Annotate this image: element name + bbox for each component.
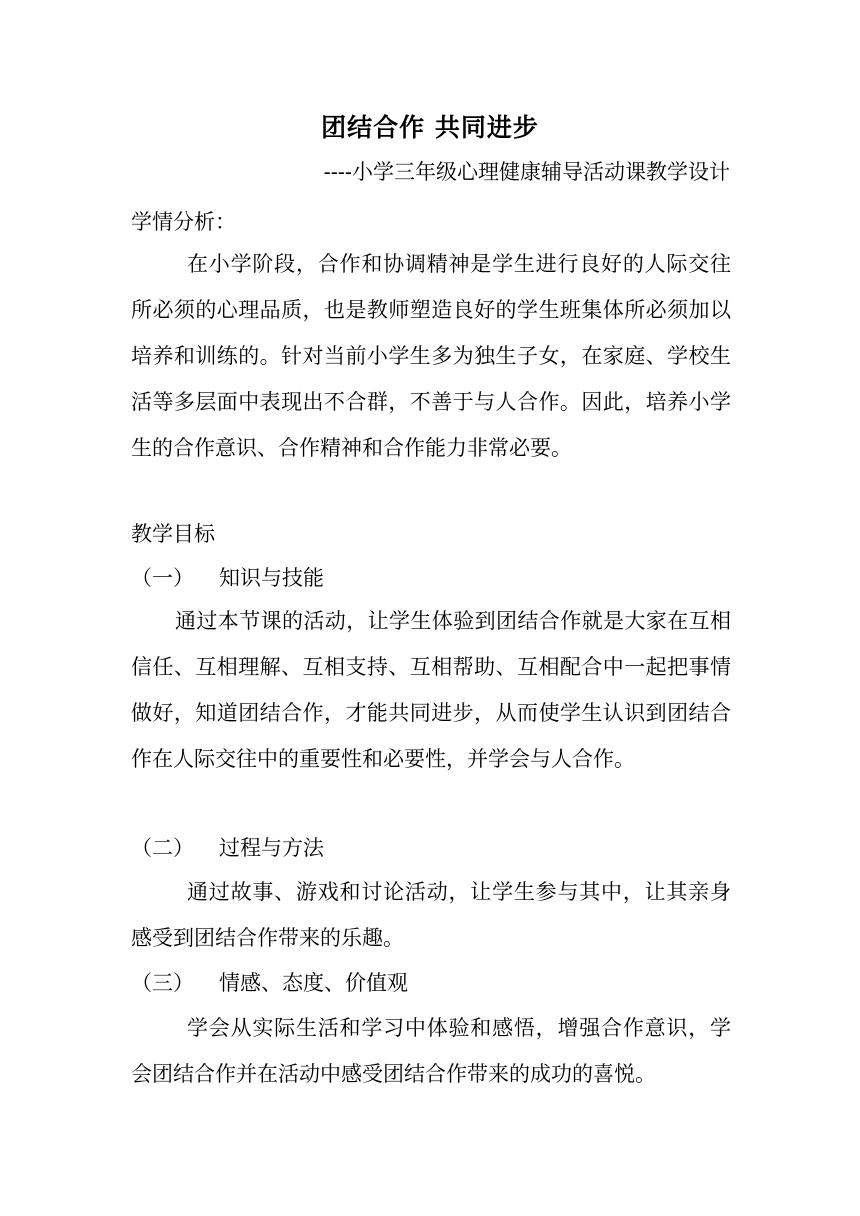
goal-heading-1 [131,555,731,601]
goal-number-2: （二） [131,836,194,860]
goal-number-1: （一） [131,566,194,590]
goal-paragraph-1: 通过本节课的活动，让学生体验到团结合作就是大家在互相信任、互相理解、互相支持、互相帮助、互相配合中一起把事情做好，知道团结合作，才能共同进步，从而使学生认识到团结合作在人际交往中的重要性和必要性，并学会与人合作。 [131,609,731,771]
goal-heading-2 [131,825,731,871]
goal-paragraph-2: 通过故事、游戏和讨论活动，让学生参与其中，让其亲身感受到团结合作带来的乐趣。 [131,880,731,950]
goal-heading-3 [131,960,731,1006]
goal-paragraph-3: 学会从实际生活和学习中体验和感悟，增强合作意识，学会团结合作并在活动中感受团结合作带来的成功的喜悦。 [131,1016,731,1086]
goal-title-1: 知识与技能 [219,566,324,590]
document-subtitle: ----小学三年级心理健康辅导活动课教学设计 [323,160,730,184]
goal-number-3: （三） [131,971,194,995]
goal-title-3: 情感、态度、价值观 [219,971,408,995]
section-heading-goals: 教学目标 [131,522,215,546]
goal-title-2: 过程与方法 [219,836,324,860]
document-title: 团结合作 共同进步 [321,113,539,142]
section-heading-analysis: 学情分析： [131,210,236,234]
analysis-paragraph: 在小学阶段，合作和协调精神是学生进行良好的人际交往所必须的心理品质，也是教师塑造良好的学生班集体所必须加以培养和训练的。针对当前小学生多为独生子女，在家庭、学校生活等多层面中表现出不合群，不善于与人合作。因此，培养小学生的合作意识、合作精神和合作能力非常必要。 [131,252,731,460]
